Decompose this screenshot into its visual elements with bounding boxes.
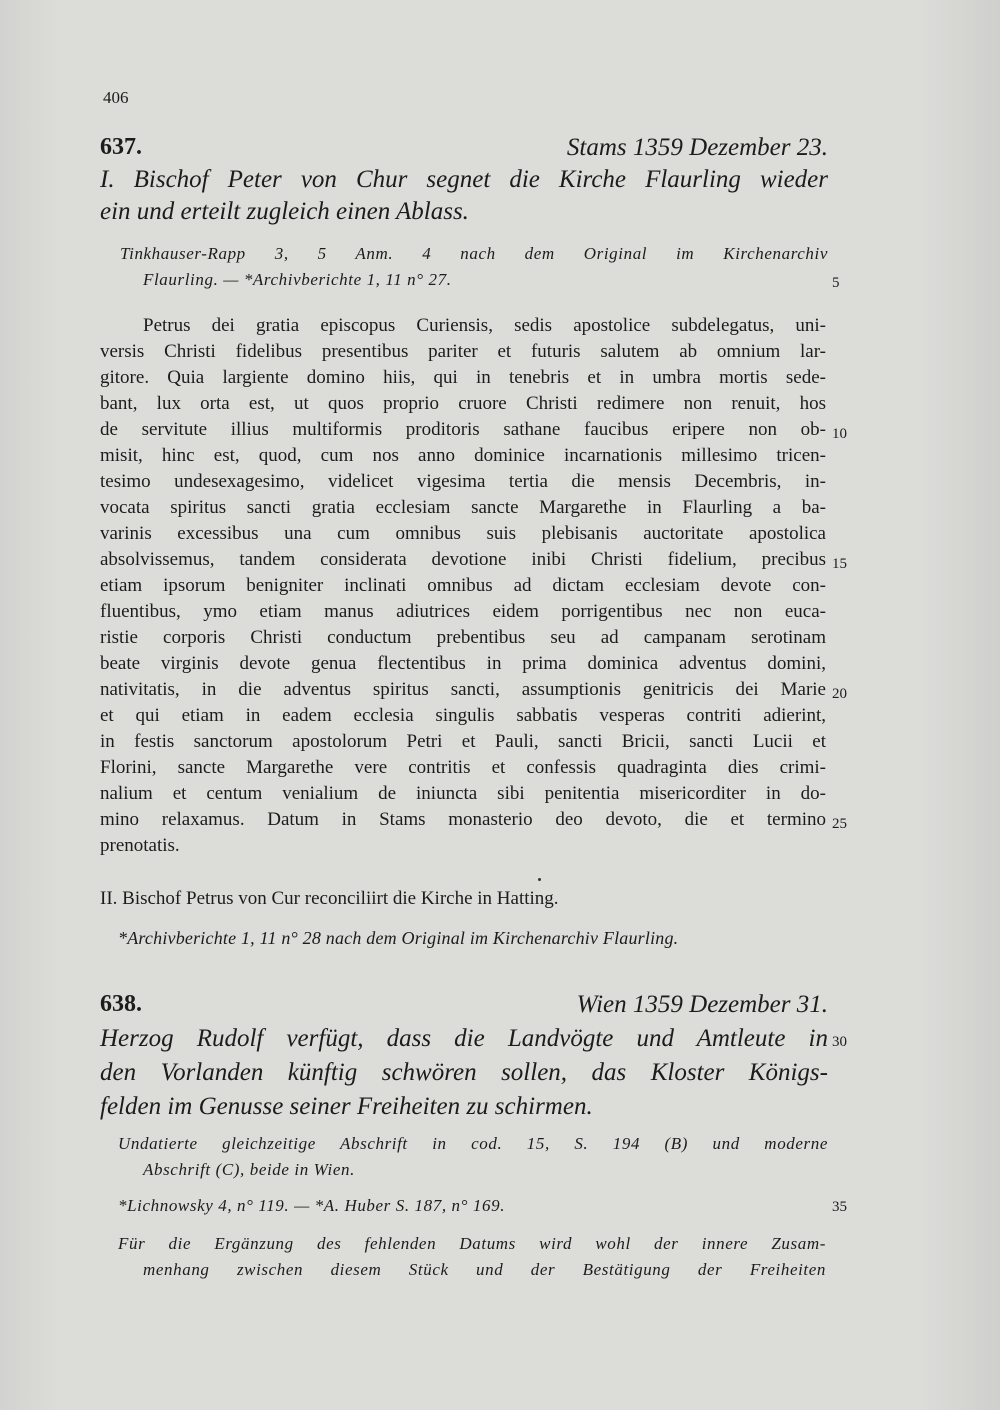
text-637-line-11: etiam ipsorum benigniter inclinati omnibus ad dictam ecclesiam devote con- <box>100 575 826 596</box>
title-637-line-1: I. Bischof Peter von Chur segnet die Kirche Flaurling wieder <box>100 166 828 193</box>
text-637-line-2: versis Christi fidelibus presentibus pariter et futuris salutem ab omnium lar- <box>100 341 826 362</box>
source2-638: *Lichnowsky 4, n° 119. — *A. Huber S. 187, n° 169. <box>118 1196 506 1215</box>
source-638-line-2: Abschrift (C), beide in Wien. <box>143 1160 355 1179</box>
line-number-25: 25 <box>832 816 847 832</box>
text-637-line-13: ristie corporis Christi conductum prebentibus seu ad campanam serotinam <box>100 627 826 648</box>
title-638-line-2: den Vorlanden künftig schwören sollen, das Kloster Königs- <box>100 1059 828 1086</box>
document-number-638: 638. <box>100 991 142 1017</box>
line-number-30: 30 <box>832 1034 847 1050</box>
source-637-line-1: Tinkhauser-Rapp 3, 5 Anm. 4 nach dem Original im Kirchenarchiv <box>120 244 828 263</box>
text-637-line-7: tesimo undesexagesimo, videlicet vigesima tertia die mensis Decembris, in- <box>100 471 826 492</box>
text-637-line-12: fluentibus, ymo etiam manus adiutrices eidem porrigentibus nec non euca- <box>100 601 826 622</box>
text-637-line-8: vocata spiritus sancti gratia ecclesiam sancte Margarethe in Flaurling a ba- <box>100 497 826 518</box>
source-638-line-1: Undatierte gleichzeitige Abschrift in cod. 15, S. 194 (B) und moderne <box>118 1134 828 1153</box>
text-637-line-18: Florini, sancte Margarethe vere contritis et confessis quadraginta dies crimi- <box>100 757 826 778</box>
text-637-line-9: varinis excessibus una cum omnibus suis plebisanis auctoritate apostolica <box>100 523 826 544</box>
note-638-line-1: Für die Ergänzung des fehlenden Datums wird wohl der innere Zusam- <box>118 1234 826 1253</box>
dateline-638: Wien 1359 Dezember 31. <box>576 991 828 1018</box>
text-637-line-21: prenotatis. <box>100 835 180 856</box>
text-637-line-14: beate virginis devote genua flectentibus in prima dominica adventus domini, <box>100 653 826 674</box>
note-638-line-2: menhang zwischen diesem Stück und der Bestätigung der Freiheiten <box>143 1260 826 1279</box>
title-638-line-3: felden im Genusse seiner Freiheiten zu schirmen. <box>100 1093 593 1120</box>
part2-source-637: *Archivberichte 1, 11 n° 28 nach dem Original im Kirchenarchiv Flaurling. <box>118 928 679 948</box>
title-637-line-2: ein und erteilt zugleich einen Ablass. <box>100 198 469 225</box>
line-number-20: 20 <box>832 686 847 702</box>
text-637-line-10: absolvissemus, tandem considerata devotione inibi Christi fidelium, precibus <box>100 549 826 570</box>
text-637-line-20: mino relaxamus. Datum in Stams monasterio deo devoto, die et termino <box>100 809 826 830</box>
text-637-line-16: et qui etiam in eadem ecclesia singulis sabbatis vesperas contriti adierint, <box>100 705 826 726</box>
text-637-line-15: nativitatis, in die adventus spiritus sancti, assumptionis genitricis dei Marie <box>100 679 826 700</box>
source-637-line-2: Flaurling. — *Archivberichte 1, 11 n° 27. <box>143 270 452 289</box>
text-637-line-1: Petrus dei gratia episcopus Curiensis, sedis apostolice subdelegatus, uni- <box>143 315 826 336</box>
text-637-line-5: de servitute illius multiformis proditoris sathane faucibus eripere non ob- <box>100 419 826 440</box>
text-637-line-4: bant, lux orta est, ut quos proprio cruore Christi redimere non renuit, hos <box>100 393 826 414</box>
line-number-15: 15 <box>832 556 847 572</box>
dateline-637: Stams 1359 Dezember 23. <box>566 134 828 161</box>
page-number: 406 <box>103 88 129 107</box>
line-number-35: 35 <box>832 1199 847 1215</box>
line-number-5: 5 <box>832 275 840 291</box>
part2-text-637: II. Bischof Petrus von Cur reconciliirt die Kirche in Hatting. <box>100 888 559 909</box>
text-637-line-6: misit, hinc est, quod, cum nos anno dominice incarnationis millesimo tricen- <box>100 445 826 466</box>
text-637-line-17: in festis sanctorum apostolorum Petri et Pauli, sancti Bricii, sancti Lucii et <box>100 731 826 752</box>
text-637-line-3: gitore. Quia largiente domino hiis, qui in tenebris et in umbra mortis sede- <box>100 367 826 388</box>
line-number-10: 10 <box>832 426 847 442</box>
stray-dot <box>538 878 541 881</box>
document-number-637: 637. <box>100 134 142 160</box>
title-638-line-1: Herzog Rudolf verfügt, dass die Landvögte und Amtleute in <box>100 1025 828 1052</box>
text-637-line-19: nalium et centum venialium de iniuncta sibi penitentia misericorditer in do- <box>100 783 826 804</box>
